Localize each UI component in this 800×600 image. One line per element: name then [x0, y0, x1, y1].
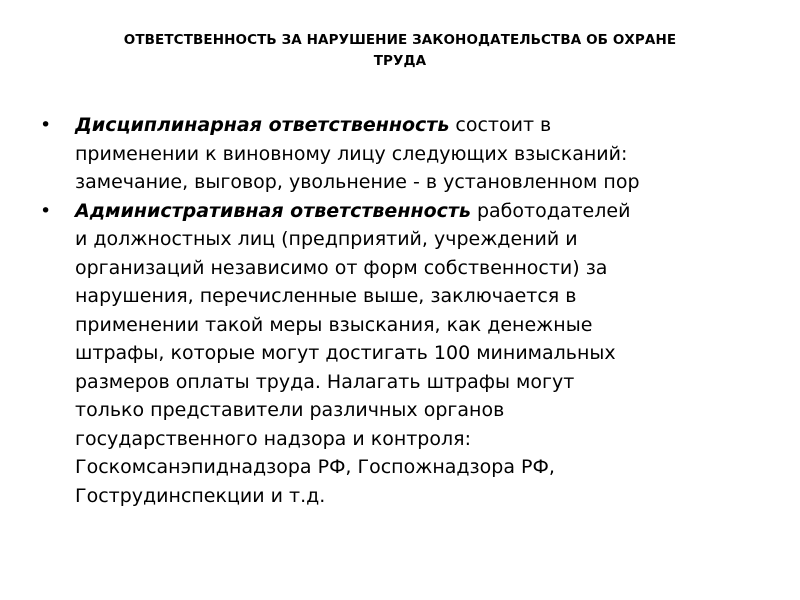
bullet-line: нарушения, перечисленные выше, заключается в [75, 285, 577, 307]
bullet-list [38, 111, 800, 510]
bullet-line: применении такой меры взыскания, как денежные [75, 313, 593, 336]
bullet-item-administrative [38, 197, 800, 511]
bullet-line [75, 197, 800, 226]
bullet-line [75, 111, 800, 140]
bullet-line: Гострудинспекции и т.д. [75, 484, 326, 507]
bullet-icon: • [40, 114, 52, 136]
bullet-text: состоит в [449, 114, 552, 136]
bullet-line: штрафы, которые могут достигать 100 минимальных [75, 342, 616, 364]
bullet-line: замечание, выговор, увольнение - в установленном пор [75, 171, 640, 193]
bullet-term: Административная ответственность [75, 199, 471, 222]
bullet-text: работодателей [470, 199, 631, 222]
bullet-item-disciplinary [38, 111, 800, 197]
bullet-line: и должностных лиц (предприятий, учреждений и [75, 228, 578, 250]
bullet-line: Госкомсанэпиднадзора РФ, Госпожнадзора РФ, [75, 456, 555, 478]
bullet-line: организаций независимо от форм собственности) за [75, 256, 608, 279]
bullet-line: только представители различных органов [75, 399, 505, 421]
bullet-term: Дисциплинарная ответственность [75, 114, 450, 136]
bullet-line: государственного надзора и контроля: [75, 427, 471, 450]
slide-title-line-1: ОТВЕТСТВЕННОСТЬ ЗА НАРУШЕНИЕ ЗАКОНОДАТЕЛЬСТВА ОБ ОХРАНЕ [123, 32, 677, 48]
bullet-line: размеров оплаты труда. Налагать штрафы могут [75, 370, 575, 393]
bullet-icon: • [40, 199, 52, 222]
slide-title-line-2: ТРУДА [373, 53, 427, 69]
slide-title [40, 30, 760, 72]
bullet-line: применении к виновному лицу следующих взысканий: [75, 142, 628, 165]
